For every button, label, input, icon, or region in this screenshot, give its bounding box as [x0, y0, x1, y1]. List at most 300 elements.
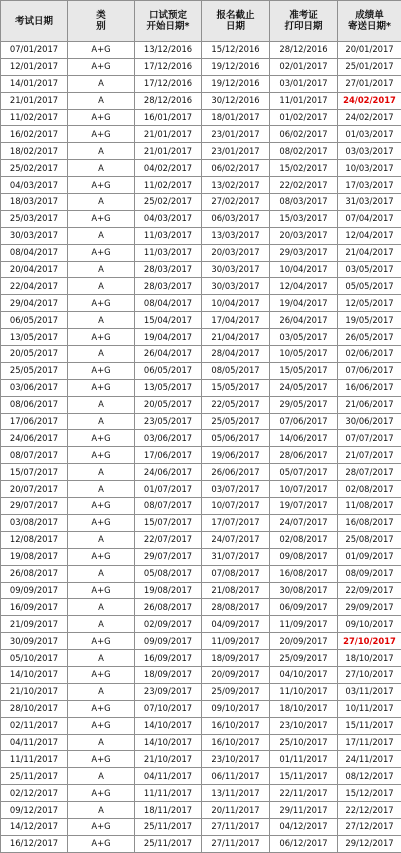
exam-date-cell: 25/02/2017 — [1, 160, 68, 177]
category-cell: A+G — [68, 818, 135, 835]
score-mail-cell: 31/03/2017 — [338, 194, 401, 211]
speaking-start-cell: 06/05/2017 — [135, 362, 202, 379]
table-row — [1, 481, 401, 498]
category-cell: A+G — [68, 126, 135, 143]
ticket-print-cell: 07/06/2017 — [270, 413, 338, 430]
category-cell: A+G — [68, 447, 135, 464]
ticket-print-cell: 03/01/2017 — [270, 75, 338, 92]
exam-date-cell: 30/03/2017 — [1, 227, 68, 244]
table-row — [1, 514, 401, 531]
speaking-start-cell: 17/06/2017 — [135, 447, 202, 464]
score-mail-cell: 22/09/2017 — [338, 582, 401, 599]
score-mail-cell: 11/08/2017 — [338, 498, 401, 515]
speaking-start-cell: 25/11/2017 — [135, 818, 202, 835]
table-row — [1, 818, 401, 835]
category-cell: A — [68, 261, 135, 278]
speaking-start-cell: 05/08/2017 — [135, 565, 202, 582]
ticket-print-cell: 28/06/2017 — [270, 447, 338, 464]
exam-date-cell: 17/06/2017 — [1, 413, 68, 430]
category-cell: A — [68, 92, 135, 109]
header-line: 准考证 — [270, 10, 337, 21]
ticket-print-cell: 26/04/2017 — [270, 312, 338, 329]
exam-date-cell: 05/10/2017 — [1, 650, 68, 667]
header-line: 日期 — [202, 21, 269, 32]
header-line: 考试日期 — [1, 16, 67, 27]
table-row — [1, 177, 401, 194]
table-row — [1, 109, 401, 126]
category-cell: A+G — [68, 700, 135, 717]
speaking-start-cell: 11/02/2017 — [135, 177, 202, 194]
exam-date-cell: 16/02/2017 — [1, 126, 68, 143]
table-row — [1, 143, 401, 160]
score-mail-cell: 17/03/2017 — [338, 177, 401, 194]
exam-date-cell: 08/07/2017 — [1, 447, 68, 464]
category-cell: A+G — [68, 58, 135, 75]
exam-date-cell: 20/07/2017 — [1, 481, 68, 498]
ticket-print-cell: 15/02/2017 — [270, 160, 338, 177]
header-exam-date — [1, 1, 68, 42]
registration-deadline-cell: 10/04/2017 — [202, 295, 270, 312]
ticket-print-cell: 29/05/2017 — [270, 396, 338, 413]
score-mail-cell: 21/06/2017 — [338, 396, 401, 413]
category-cell: A — [68, 768, 135, 785]
exam-date-cell: 02/11/2017 — [1, 717, 68, 734]
category-cell: A — [68, 650, 135, 667]
table-row — [1, 717, 401, 734]
registration-deadline-cell: 07/08/2017 — [202, 565, 270, 582]
table-row — [1, 430, 401, 447]
category-cell: A — [68, 312, 135, 329]
table-row — [1, 835, 401, 852]
score-mail-cell: 17/11/2017 — [338, 734, 401, 751]
registration-deadline-cell: 30/03/2017 — [202, 261, 270, 278]
category-cell: A — [68, 802, 135, 819]
exam-date-cell: 29/07/2017 — [1, 498, 68, 515]
table-header — [1, 1, 401, 42]
speaking-start-cell: 23/05/2017 — [135, 413, 202, 430]
exam-date-cell: 15/07/2017 — [1, 464, 68, 481]
exam-date-cell: 06/05/2017 — [1, 312, 68, 329]
registration-deadline-cell: 30/03/2017 — [202, 278, 270, 295]
ticket-print-cell: 04/12/2017 — [270, 818, 338, 835]
ticket-print-cell: 28/12/2016 — [270, 42, 338, 59]
registration-deadline-cell: 13/11/2017 — [202, 785, 270, 802]
speaking-start-cell: 14/10/2017 — [135, 734, 202, 751]
header-registration-deadline — [202, 1, 270, 42]
registration-deadline-cell: 08/05/2017 — [202, 362, 270, 379]
score-mail-cell: 08/12/2017 — [338, 768, 401, 785]
exam-date-cell: 25/05/2017 — [1, 362, 68, 379]
header-speaking-start-date — [135, 1, 202, 42]
category-cell: A — [68, 734, 135, 751]
exam-date-cell: 13/05/2017 — [1, 329, 68, 346]
ticket-print-cell: 08/02/2017 — [270, 143, 338, 160]
table-row — [1, 751, 401, 768]
category-cell: A+G — [68, 244, 135, 261]
table-row — [1, 295, 401, 312]
exam-date-cell: 25/11/2017 — [1, 768, 68, 785]
exam-date-cell: 21/01/2017 — [1, 92, 68, 109]
category-cell: A — [68, 616, 135, 633]
speaking-start-cell: 15/07/2017 — [135, 514, 202, 531]
score-mail-cell: 03/11/2017 — [338, 683, 401, 700]
score-mail-cell: 19/05/2017 — [338, 312, 401, 329]
table-row — [1, 734, 401, 751]
exam-date-cell: 16/09/2017 — [1, 599, 68, 616]
category-cell: A+G — [68, 379, 135, 396]
speaking-start-cell: 04/11/2017 — [135, 768, 202, 785]
ticket-print-cell: 06/02/2017 — [270, 126, 338, 143]
category-cell: A+G — [68, 633, 135, 650]
category-cell: A — [68, 75, 135, 92]
table-row — [1, 346, 401, 363]
speaking-start-cell: 07/10/2017 — [135, 700, 202, 717]
registration-deadline-cell: 25/05/2017 — [202, 413, 270, 430]
ticket-print-cell: 06/12/2017 — [270, 835, 338, 852]
category-cell: A — [68, 160, 135, 177]
speaking-start-cell: 16/01/2017 — [135, 109, 202, 126]
score-mail-cell: 02/08/2017 — [338, 481, 401, 498]
exam-date-cell: 14/10/2017 — [1, 666, 68, 683]
registration-deadline-cell: 11/09/2017 — [202, 633, 270, 650]
registration-deadline-cell: 06/02/2017 — [202, 160, 270, 177]
score-mail-cell: 20/01/2017 — [338, 42, 401, 59]
ticket-print-cell: 09/08/2017 — [270, 548, 338, 565]
speaking-start-cell: 25/02/2017 — [135, 194, 202, 211]
ticket-print-cell: 10/05/2017 — [270, 346, 338, 363]
speaking-start-cell: 01/07/2017 — [135, 481, 202, 498]
table-body — [1, 42, 401, 853]
table-row — [1, 396, 401, 413]
exam-date-cell: 14/12/2017 — [1, 818, 68, 835]
category-cell: A — [68, 143, 135, 160]
category-cell: A+G — [68, 295, 135, 312]
category-cell: A — [68, 464, 135, 481]
score-mail-cell: 29/12/2017 — [338, 835, 401, 852]
ticket-print-cell: 11/09/2017 — [270, 616, 338, 633]
registration-deadline-cell: 30/12/2016 — [202, 92, 270, 109]
score-mail-cell: 24/02/2017 — [338, 92, 401, 109]
registration-deadline-cell: 13/02/2017 — [202, 177, 270, 194]
table-row — [1, 362, 401, 379]
score-mail-cell: 21/07/2017 — [338, 447, 401, 464]
category-cell: A — [68, 531, 135, 548]
exam-date-cell: 30/09/2017 — [1, 633, 68, 650]
exam-date-cell: 11/11/2017 — [1, 751, 68, 768]
score-mail-cell: 10/11/2017 — [338, 700, 401, 717]
ticket-print-cell: 29/03/2017 — [270, 244, 338, 261]
score-mail-cell: 21/04/2017 — [338, 244, 401, 261]
exam-date-cell: 16/12/2017 — [1, 835, 68, 852]
exam-date-cell: 21/10/2017 — [1, 683, 68, 700]
ticket-print-cell: 24/05/2017 — [270, 379, 338, 396]
category-cell: A — [68, 227, 135, 244]
exam-date-cell: 20/05/2017 — [1, 346, 68, 363]
table-row — [1, 582, 401, 599]
registration-deadline-cell: 20/11/2017 — [202, 802, 270, 819]
ticket-print-cell: 16/08/2017 — [270, 565, 338, 582]
table-row — [1, 650, 401, 667]
category-cell: A+G — [68, 109, 135, 126]
exam-date-cell: 11/02/2017 — [1, 109, 68, 126]
score-mail-cell: 22/12/2017 — [338, 802, 401, 819]
speaking-start-cell: 08/04/2017 — [135, 295, 202, 312]
ticket-print-cell: 02/01/2017 — [270, 58, 338, 75]
exam-date-cell: 07/01/2017 — [1, 42, 68, 59]
category-cell: A+G — [68, 42, 135, 59]
registration-deadline-cell: 22/05/2017 — [202, 396, 270, 413]
table-row — [1, 802, 401, 819]
table-row — [1, 447, 401, 464]
score-mail-cell: 15/12/2017 — [338, 785, 401, 802]
table-row — [1, 413, 401, 430]
registration-deadline-cell: 28/04/2017 — [202, 346, 270, 363]
speaking-start-cell: 19/04/2017 — [135, 329, 202, 346]
score-mail-cell: 01/03/2017 — [338, 126, 401, 143]
table-row — [1, 42, 401, 59]
exam-date-cell: 14/01/2017 — [1, 75, 68, 92]
registration-deadline-cell: 31/07/2017 — [202, 548, 270, 565]
speaking-start-cell: 17/12/2016 — [135, 58, 202, 75]
exam-date-cell: 28/10/2017 — [1, 700, 68, 717]
header-line: 成绩单 — [338, 10, 401, 21]
ticket-print-cell: 01/11/2017 — [270, 751, 338, 768]
ticket-print-cell: 20/09/2017 — [270, 633, 338, 650]
header-line: 别 — [68, 21, 134, 32]
score-mail-cell: 27/10/2017 — [338, 633, 401, 650]
speaking-start-cell: 11/03/2017 — [135, 244, 202, 261]
registration-deadline-cell: 16/10/2017 — [202, 717, 270, 734]
speaking-start-cell: 23/09/2017 — [135, 683, 202, 700]
table-row — [1, 227, 401, 244]
exam-date-cell: 08/04/2017 — [1, 244, 68, 261]
speaking-start-cell: 25/11/2017 — [135, 835, 202, 852]
ticket-print-cell: 05/07/2017 — [270, 464, 338, 481]
registration-deadline-cell: 17/04/2017 — [202, 312, 270, 329]
score-mail-cell: 03/05/2017 — [338, 261, 401, 278]
score-mail-cell: 10/03/2017 — [338, 160, 401, 177]
category-cell: A+G — [68, 785, 135, 802]
registration-deadline-cell: 06/11/2017 — [202, 768, 270, 785]
table-row — [1, 58, 401, 75]
ticket-print-cell: 10/04/2017 — [270, 261, 338, 278]
speaking-start-cell: 08/07/2017 — [135, 498, 202, 515]
category-cell: A+G — [68, 430, 135, 447]
speaking-start-cell: 17/12/2016 — [135, 75, 202, 92]
score-mail-cell: 16/06/2017 — [338, 379, 401, 396]
score-mail-cell: 12/04/2017 — [338, 227, 401, 244]
exam-date-cell: 18/02/2017 — [1, 143, 68, 160]
table-row — [1, 75, 401, 92]
ticket-print-cell: 19/04/2017 — [270, 295, 338, 312]
ticket-print-cell: 29/11/2017 — [270, 802, 338, 819]
table-row — [1, 464, 401, 481]
registration-deadline-cell: 23/10/2017 — [202, 751, 270, 768]
speaking-start-cell: 21/01/2017 — [135, 126, 202, 143]
category-cell: A+G — [68, 498, 135, 515]
registration-deadline-cell: 19/06/2017 — [202, 447, 270, 464]
category-cell: A — [68, 565, 135, 582]
ticket-print-cell: 08/03/2017 — [270, 194, 338, 211]
registration-deadline-cell: 23/01/2017 — [202, 126, 270, 143]
table-row — [1, 312, 401, 329]
category-cell: A+G — [68, 177, 135, 194]
table-row — [1, 126, 401, 143]
header-line: 口试预定 — [135, 10, 201, 21]
header-line: 寄送日期* — [338, 21, 401, 32]
ticket-print-cell: 03/05/2017 — [270, 329, 338, 346]
ticket-print-cell: 25/10/2017 — [270, 734, 338, 751]
table-row — [1, 210, 401, 227]
score-mail-cell: 07/04/2017 — [338, 210, 401, 227]
ticket-print-cell: 23/10/2017 — [270, 717, 338, 734]
exam-date-cell: 02/12/2017 — [1, 785, 68, 802]
registration-deadline-cell: 13/03/2017 — [202, 227, 270, 244]
score-mail-cell: 30/06/2017 — [338, 413, 401, 430]
speaking-start-cell: 16/09/2017 — [135, 650, 202, 667]
exam-date-cell: 25/03/2017 — [1, 210, 68, 227]
registration-deadline-cell: 19/12/2016 — [202, 58, 270, 75]
category-cell: A+G — [68, 751, 135, 768]
registration-deadline-cell: 05/06/2017 — [202, 430, 270, 447]
category-cell: A — [68, 396, 135, 413]
ticket-print-cell: 19/07/2017 — [270, 498, 338, 515]
ticket-print-cell: 18/10/2017 — [270, 700, 338, 717]
registration-deadline-cell: 25/09/2017 — [202, 683, 270, 700]
score-mail-cell: 27/10/2017 — [338, 666, 401, 683]
ticket-print-cell: 15/03/2017 — [270, 210, 338, 227]
speaking-start-cell: 04/03/2017 — [135, 210, 202, 227]
speaking-start-cell: 19/08/2017 — [135, 582, 202, 599]
table-row — [1, 700, 401, 717]
exam-date-cell: 19/08/2017 — [1, 548, 68, 565]
ticket-print-cell: 01/02/2017 — [270, 109, 338, 126]
registration-deadline-cell: 23/01/2017 — [202, 143, 270, 160]
score-mail-cell: 07/07/2017 — [338, 430, 401, 447]
exam-date-cell: 08/06/2017 — [1, 396, 68, 413]
table-row — [1, 768, 401, 785]
score-mail-cell: 28/07/2017 — [338, 464, 401, 481]
score-mail-cell: 15/11/2017 — [338, 717, 401, 734]
table-row — [1, 683, 401, 700]
header-line: 报名截止 — [202, 10, 269, 21]
ticket-print-cell: 11/01/2017 — [270, 92, 338, 109]
table-row — [1, 160, 401, 177]
speaking-start-cell: 22/07/2017 — [135, 531, 202, 548]
exam-date-cell: 24/06/2017 — [1, 430, 68, 447]
ticket-print-cell: 22/11/2017 — [270, 785, 338, 802]
exam-date-cell: 18/03/2017 — [1, 194, 68, 211]
table-row — [1, 244, 401, 261]
exam-date-cell: 20/04/2017 — [1, 261, 68, 278]
table-row — [1, 633, 401, 650]
speaking-start-cell: 21/01/2017 — [135, 143, 202, 160]
score-mail-cell: 02/06/2017 — [338, 346, 401, 363]
exam-date-cell: 03/06/2017 — [1, 379, 68, 396]
score-mail-cell: 05/05/2017 — [338, 278, 401, 295]
category-cell: A+G — [68, 210, 135, 227]
registration-deadline-cell: 26/06/2017 — [202, 464, 270, 481]
category-cell: A+G — [68, 717, 135, 734]
speaking-start-cell: 13/05/2017 — [135, 379, 202, 396]
speaking-start-cell: 02/09/2017 — [135, 616, 202, 633]
table-row — [1, 599, 401, 616]
exam-date-cell: 03/08/2017 — [1, 514, 68, 531]
exam-date-cell: 26/08/2017 — [1, 565, 68, 582]
speaking-start-cell: 28/03/2017 — [135, 278, 202, 295]
category-cell: A+G — [68, 362, 135, 379]
speaking-start-cell: 24/06/2017 — [135, 464, 202, 481]
score-mail-cell: 24/11/2017 — [338, 751, 401, 768]
category-cell: A — [68, 683, 135, 700]
score-mail-cell: 29/09/2017 — [338, 599, 401, 616]
exam-date-cell: 09/09/2017 — [1, 582, 68, 599]
category-cell: A — [68, 481, 135, 498]
speaking-start-cell: 26/04/2017 — [135, 346, 202, 363]
speaking-start-cell: 28/03/2017 — [135, 261, 202, 278]
table-row — [1, 261, 401, 278]
score-mail-cell: 12/05/2017 — [338, 295, 401, 312]
speaking-start-cell: 20/05/2017 — [135, 396, 202, 413]
speaking-start-cell: 14/10/2017 — [135, 717, 202, 734]
ticket-print-cell: 30/08/2017 — [270, 582, 338, 599]
header-admission-ticket-print-date — [270, 1, 338, 42]
registration-deadline-cell: 15/05/2017 — [202, 379, 270, 396]
speaking-start-cell: 26/08/2017 — [135, 599, 202, 616]
registration-deadline-cell: 20/09/2017 — [202, 666, 270, 683]
score-mail-cell: 27/12/2017 — [338, 818, 401, 835]
ticket-print-cell: 14/06/2017 — [270, 430, 338, 447]
ticket-print-cell: 24/07/2017 — [270, 514, 338, 531]
exam-date-cell: 09/12/2017 — [1, 802, 68, 819]
ticket-print-cell: 02/08/2017 — [270, 531, 338, 548]
speaking-start-cell: 13/12/2016 — [135, 42, 202, 59]
exam-date-cell: 29/04/2017 — [1, 295, 68, 312]
table-row — [1, 379, 401, 396]
header-line: 类 — [68, 10, 134, 21]
registration-deadline-cell: 27/11/2017 — [202, 818, 270, 835]
score-mail-cell: 24/02/2017 — [338, 109, 401, 126]
category-cell: A — [68, 194, 135, 211]
registration-deadline-cell: 19/12/2016 — [202, 75, 270, 92]
speaking-start-cell: 28/12/2016 — [135, 92, 202, 109]
ticket-print-cell: 15/11/2017 — [270, 768, 338, 785]
category-cell: A+G — [68, 582, 135, 599]
table-row — [1, 565, 401, 582]
ticket-print-cell: 11/10/2017 — [270, 683, 338, 700]
registration-deadline-cell: 09/10/2017 — [202, 700, 270, 717]
ticket-print-cell: 20/03/2017 — [270, 227, 338, 244]
ticket-print-cell: 06/09/2017 — [270, 599, 338, 616]
registration-deadline-cell: 18/09/2017 — [202, 650, 270, 667]
exam-date-cell: 04/11/2017 — [1, 734, 68, 751]
exam-date-cell: 21/09/2017 — [1, 616, 68, 633]
speaking-start-cell: 29/07/2017 — [135, 548, 202, 565]
category-cell: A — [68, 346, 135, 363]
table-row — [1, 92, 401, 109]
header-line: 打印日期 — [270, 21, 337, 32]
speaking-start-cell: 11/11/2017 — [135, 785, 202, 802]
header-line: 开始日期* — [135, 21, 201, 32]
speaking-start-cell: 04/02/2017 — [135, 160, 202, 177]
table-row — [1, 498, 401, 515]
category-cell: A+G — [68, 329, 135, 346]
registration-deadline-cell: 21/08/2017 — [202, 582, 270, 599]
registration-deadline-cell: 28/08/2017 — [202, 599, 270, 616]
registration-deadline-cell: 21/04/2017 — [202, 329, 270, 346]
header-score-report-mail-date — [338, 1, 401, 42]
ticket-print-cell: 15/05/2017 — [270, 362, 338, 379]
